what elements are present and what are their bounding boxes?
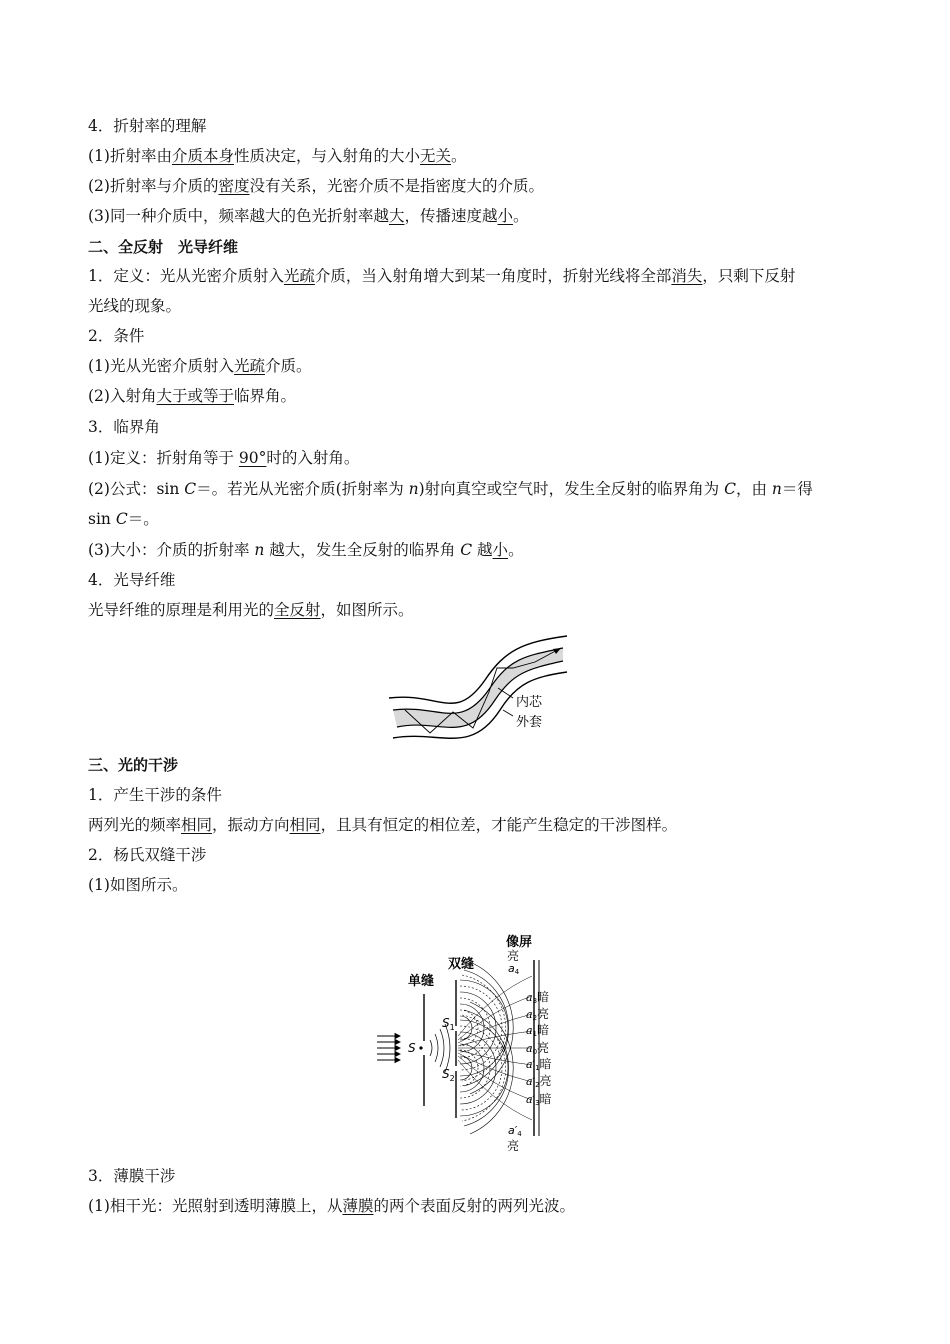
incident-light-arrows [377,1034,400,1063]
text: (1)定义：折射角等于 [88,449,239,467]
paragraph [88,1196,575,1216]
top-bright-label: 亮 [507,949,520,963]
paragraph [88,540,524,560]
text: 越 [472,541,493,559]
paragraph [88,815,677,835]
single-slit-wavefronts [430,1024,450,1072]
fiber-outer-edge [389,636,567,703]
blank-answer: 密度 [218,177,250,195]
screen-label: 像屏 [506,935,533,950]
text: 时的入射角。 [266,449,360,467]
blank-answer: 90° [238,449,267,467]
paragraph [88,206,529,226]
a4-prime-label: a′4 [508,1124,522,1138]
paragraph [88,266,795,286]
text: (1)相干光：光照射到透明薄膜上，从 [88,1197,343,1215]
text: 没有关系，光密介质不是指密度大的介质。 [249,177,544,195]
paragraph [88,176,544,196]
text: ＝。若光从光密介质(折射率为 [196,480,409,498]
text: 的两个表面反射的两列光波。 [373,1197,575,1215]
variable: n [771,480,782,498]
text: 1．定义：光从光密介质射入 [88,267,284,285]
text: ，且具有恒定的相位差，才能产生稳定的干涉图样。 [320,816,678,834]
paragraph [88,509,159,529]
variable: C [184,480,197,498]
fringe-label: a1暗 [526,1023,550,1038]
source-point [419,1046,422,1049]
text: ，传播速度越 [404,207,498,225]
optical-fiber-figure [385,628,570,743]
blank-answer: 全反射 [274,601,321,619]
blank-answer: 消失 [671,267,703,285]
text: 。 [451,147,467,165]
bottom-bright-label: 亮 [507,1139,520,1153]
section-title: 三、光的干涉 [88,756,179,774]
text: 性质决定，与入射角的大小 [233,147,420,165]
variable: C [724,480,736,498]
subheading: 4．光导纤维 [88,571,176,589]
text: 介质。 [264,357,312,375]
paragraph [88,356,312,376]
text: ，如图所示。 [320,601,414,619]
double-slit-figure [372,928,572,1158]
single-slit-label: 单缝 [408,974,435,989]
fringe-label: a′1暗 [526,1057,552,1072]
paragraph [88,479,813,499]
variable: C [115,510,128,528]
text: ＝得 [781,480,813,498]
cladding-label: 外套 [516,715,543,730]
source-s-label: S [408,1041,416,1055]
text: 临界角。 [233,387,296,405]
text: ＝。 [127,510,159,528]
fringe-lines [458,976,532,1120]
text: (3)大小：介质的折射率 [88,541,255,559]
text: 介质，当入射角增大到某一角度时，折射光线将全部 [314,267,672,285]
variable: n [254,541,265,559]
text: sin [88,510,116,528]
fringe-label: a3暗 [526,990,550,1005]
double-slit-label: 双缝 [448,957,475,972]
paragraph: 光线的现象。 [88,297,182,315]
blank-answer: 小 [492,541,509,559]
subheading: 3．临界角 [88,418,160,436]
slit-s2-label: $S_2$ [442,1067,455,1083]
fringe-label: a0亮 [526,1041,550,1056]
text: )射向真空或空气时，发生全反射的临界角为 [418,480,725,498]
text: 。 [513,207,529,225]
blank-answer: 大 [388,207,405,225]
label-leader [503,710,513,716]
text: ，只剩下反射 [702,267,796,285]
blank-answer: 光疏 [233,357,265,375]
subheading: 2．杨氏双缝干涉 [88,846,207,864]
blank-answer: 薄膜 [342,1197,374,1215]
slit-s1-label: $S_1$ [442,1016,455,1032]
blank-answer: 相同 [181,816,213,834]
paragraph [88,146,467,166]
section-heading: 4．折射率的理解 [88,117,207,135]
fringe-label: a2亮 [526,1007,550,1022]
blank-answer: 无关 [420,147,452,165]
variable: C [460,541,473,559]
text: (3)同一种介质中，频率越大的色光折射率越 [88,207,389,225]
blank-answer: 光疏 [283,267,315,285]
blank-answer: 大于或等于 [156,387,234,405]
text: ，振动方向 [212,816,290,834]
subheading: 1．产生干涉的条件 [88,786,222,804]
subheading: 3．薄膜干涉 [88,1167,176,1185]
blank-answer: 介质本身 [171,147,234,165]
blank-answer: 相同 [289,816,321,834]
text: 两列光的频率 [88,816,182,834]
fringe-label: a′2亮 [526,1074,552,1089]
paragraph [88,600,414,620]
paragraph [88,448,359,468]
text: (2)入射角 [88,387,157,405]
variable: n [408,480,419,498]
text: 。 [508,541,524,559]
fringe-label: a′3暗 [526,1092,552,1107]
text: (1)光从光密介质射入 [88,357,234,375]
a4-label: a4 [508,962,520,976]
blank-answer: 小 [497,207,514,225]
subheading: 2．条件 [88,327,145,345]
text: 光导纤维的原理是利用光的 [88,601,275,619]
paragraph [88,386,296,406]
text: (2)折射率与介质的 [88,177,219,195]
text: 越大，发生全反射的临界角 [264,541,461,559]
paragraph: (1)如图所示。 [88,876,188,894]
section-title: 二、全反射 光导纤维 [88,238,239,256]
text: (2)公式：sin [88,480,185,498]
core-label: 内芯 [516,695,543,710]
text: (1)折射率由 [88,147,172,165]
text: ，由 [735,480,772,498]
